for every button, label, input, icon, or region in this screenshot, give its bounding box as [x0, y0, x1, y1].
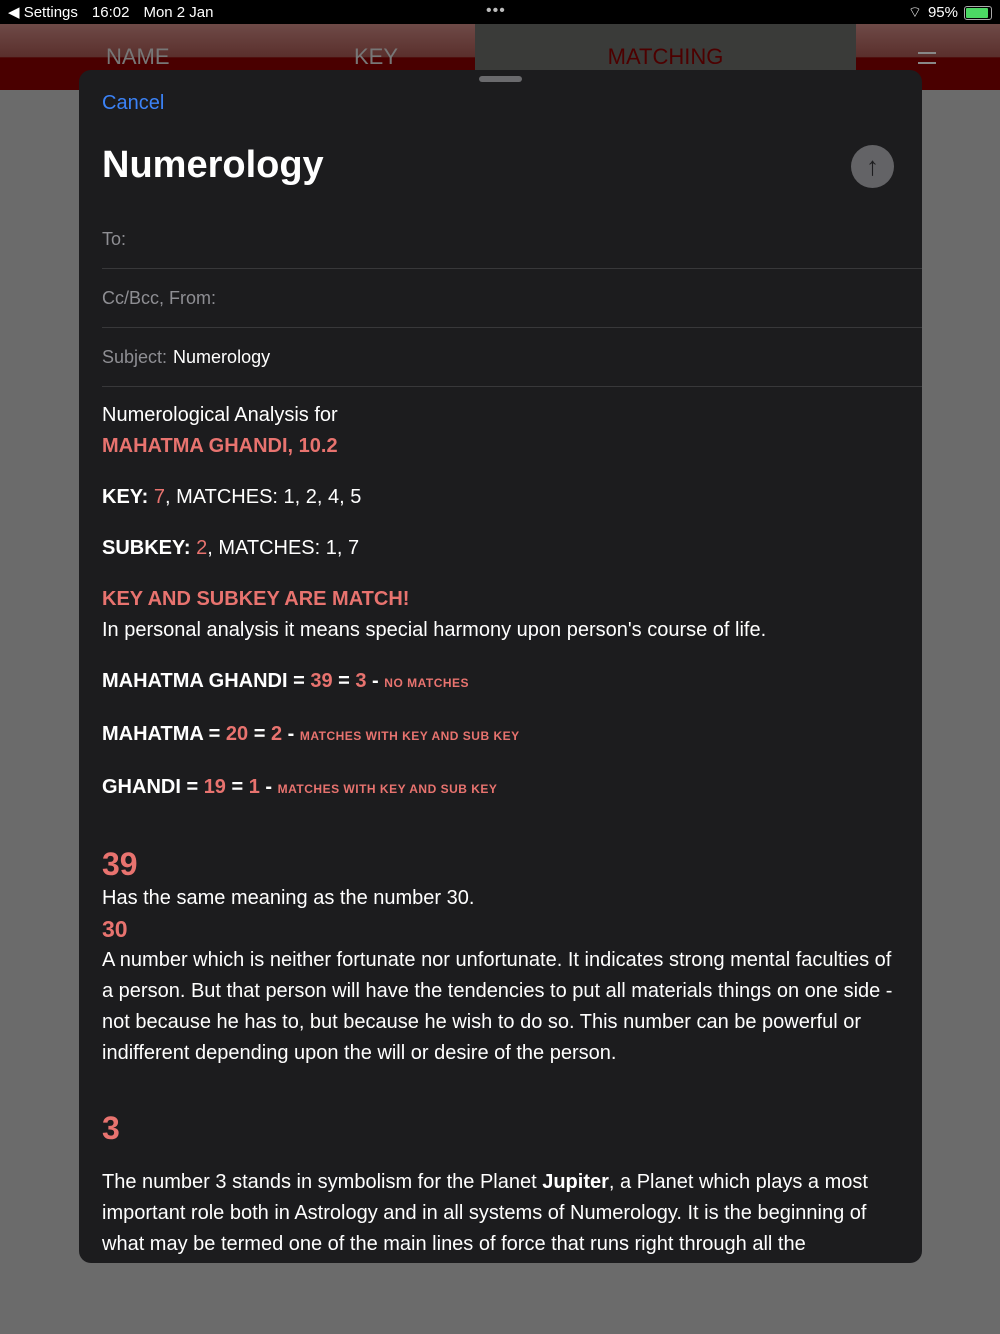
- match-text: In personal analysis it means special harmony upon person's course of life.: [102, 619, 767, 641]
- key-line: KEY: 7, MATCHES: 1, 2, 4, 5: [102, 486, 362, 508]
- cc-label: Cc/Bcc, From:: [102, 288, 217, 308]
- subkey-line: SUBKEY: 2, MATCHES: 1, 7: [102, 537, 360, 559]
- number-3-heading: 3: [102, 1110, 120, 1146]
- multitask-dots-icon[interactable]: •••: [486, 2, 506, 19]
- number-3-text: The number 3 stands in symbolism for the Planet Jupiter, a Planet which plays a most important role both in Astrology and in all systems of Numerology. It is the beginning of what may be termed one of the main lines of force that runs right through all the: [102, 1171, 868, 1255]
- to-field[interactable]: [102, 210, 922, 269]
- match-heading: KEY AND SUBKEY ARE MATCH!: [102, 588, 410, 610]
- cancel-button[interactable]: Cancel: [102, 92, 165, 114]
- row: MAHATMA GHANDI = 39 = 3 - NO MATCHES: [102, 670, 470, 692]
- cc-from-field[interactable]: [102, 269, 922, 328]
- time: 16:02: [91, 3, 130, 21]
- mail-compose-sheet: [79, 70, 922, 1263]
- tab-key[interactable]: KEY: [354, 44, 399, 69]
- number-30-heading: 30: [102, 916, 128, 942]
- subject-value[interactable]: Numerology: [173, 347, 271, 367]
- row: GHANDI = 19 = 1 - MATCHES WITH KEY AND SUB KEY: [102, 776, 498, 798]
- sheet-grabber[interactable]: [479, 76, 522, 82]
- to-label: To:: [102, 229, 127, 249]
- status-bar: [0, 0, 1000, 24]
- date: Mon 2 Jan: [143, 3, 214, 21]
- back-to-settings[interactable]: ◀ Settings: [8, 4, 78, 21]
- number-30-text: A number which is neither fortunate nor unfortunate. It indicates strong mental faculties of a person. But that person will have the tendencies to put all materials things on one side -not because he has to, but because he wish to do so. This number can be powerful or indifferent depending upon the will or desire of the person.: [102, 949, 893, 1064]
- send-arrow-icon[interactable]: ↑: [851, 145, 894, 188]
- wifi-icon: ⌔: [907, 4, 922, 21]
- row: MAHATMA = 20 = 2 - MATCHES WITH KEY AND SUB KEY: [102, 723, 520, 745]
- number-39-text: Has the same meaning as the number 30.: [102, 887, 475, 909]
- subject-label: Subject:: [102, 347, 168, 367]
- menu-icon[interactable]: [918, 52, 936, 64]
- message-body[interactable]: [102, 400, 902, 1260]
- number-39-heading: 39: [102, 846, 138, 882]
- subject-field[interactable]: [102, 328, 922, 387]
- battery-percent: 95%: [927, 4, 958, 21]
- intro: Numerological Analysis for: [102, 404, 338, 426]
- name-line: MAHATMA GHANDI, 10.2: [102, 435, 338, 457]
- tab-name[interactable]: NAME: [106, 44, 170, 69]
- battery-icon: [964, 6, 992, 20]
- compose-title: Numerology: [102, 144, 324, 186]
- tab-matching[interactable]: MATCHING: [475, 24, 856, 90]
